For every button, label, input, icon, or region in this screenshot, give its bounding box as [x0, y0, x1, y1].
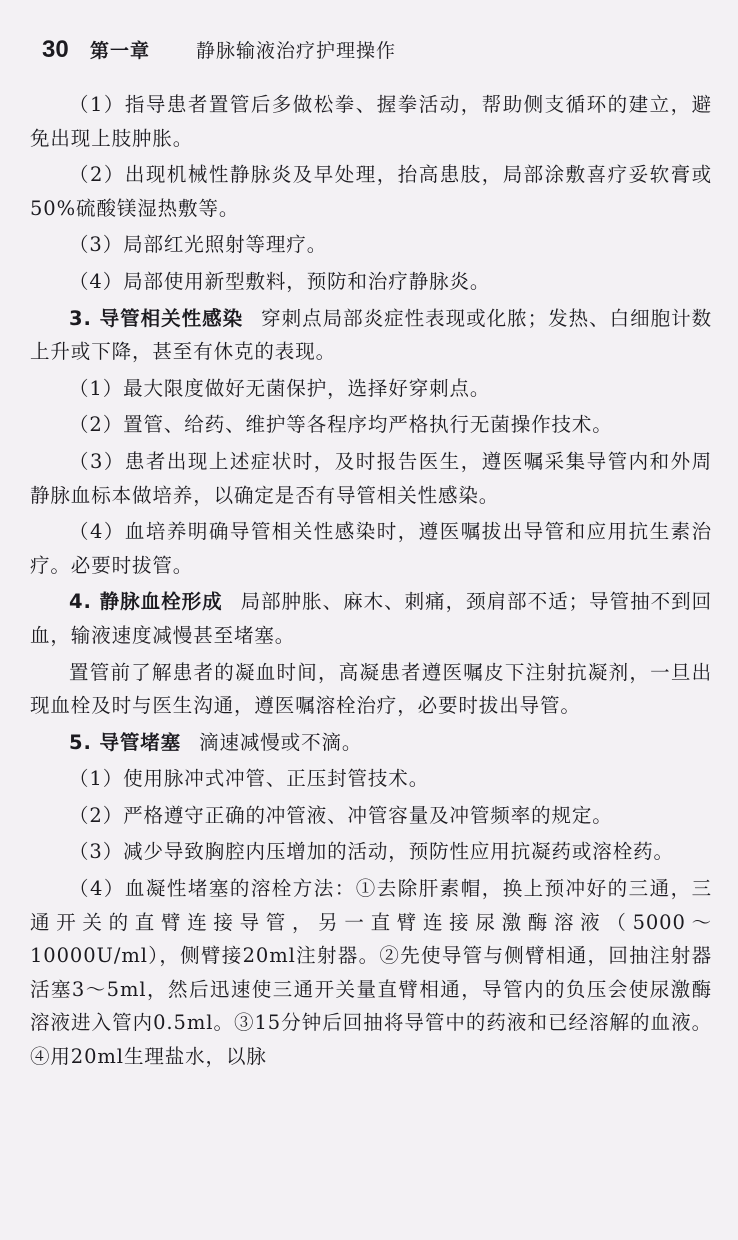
paragraph: （2）严格遵守正确的冲管液、冲管容量及冲管频率的规定。 — [69, 803, 613, 827]
chapter-label: 第一章 — [90, 40, 151, 62]
paragraph: 置管前了解患者的凝血时间，高凝患者遵医嘱皮下注射抗凝剂，一旦出现血栓及时与医生沟通，遵医嘱溶栓治疗，必要时拔出导管。 — [30, 660, 712, 718]
paragraph: （2）出现机械性静脉炎及早处理，抬高患肢，局部涂敷喜疗妥软膏或50%硫酸镁湿热敷等。 — [30, 163, 712, 220]
paragraph: （4）血培养明确导管相关性感染时，遵医嘱拔出导管和应用抗生素治疗。必要时拔管。 — [30, 520, 712, 577]
section-heading: 5. 导管堵塞 — [69, 730, 182, 754]
paragraph: （2）置管、给药、维护等各程序均严格执行无菌操作技术。 — [69, 413, 613, 437]
paragraph: （4）局部使用新型敷料，预防和治疗静脉炎。 — [69, 269, 491, 293]
paragraph: （1）指导患者置管后多做松拳、握拳活动，帮助侧支循环的建立，避免出现上肢肿胀。 — [30, 93, 712, 150]
paragraph: （4）血凝性堵塞的溶栓方法：①去除肝素帽，换上预冲好的三通，三通开关的直臂连接导管，另一直臂连接尿激酶溶液（5000～10000U/ml），侧臂接20ml注射器。②先使导管与侧臂相通，回抽注射器活塞3～5ml，然后迅速使三通开关量直臂相通，导管内的负压会使尿激酶溶液进入管内0.5ml。③15分钟后回抽将导管中的药液和已经溶解的血液。④用20ml生理盐水，以脉 — [30, 877, 712, 1069]
section-paragraph: 4. 静脉血栓形成 局部肿胀、麻木、刺痛，颈肩部不适；导管抽不到回血，输液速度减慢甚至堵塞。 — [30, 590, 712, 647]
page-number: 30 — [42, 36, 69, 63]
page-body — [30, 62, 712, 1074]
section-heading: 3. 导管相关性感染 — [69, 306, 244, 330]
section-paragraph: 5. 导管堵塞 滴速减慢或不滴。 — [69, 730, 363, 754]
paragraph: （3）局部红光照射等理疗。 — [69, 233, 328, 257]
paragraph: （3）患者出现上述症状时，及时报告医生，遵医嘱采集导管内和外周静脉血标本做培养，以确定是否有导管相关性感染。 — [30, 449, 712, 507]
section-heading: 4. 静脉血栓形成 — [69, 590, 223, 614]
paragraph: （1）使用脉冲式冲管、正压封管技术。 — [69, 767, 430, 791]
section-paragraph: 3. 导管相关性感染 穿刺点局部炎症性表现或化脓；发热、白细胞计数上升或下降，甚至有休克的表现。 — [30, 306, 712, 364]
page-header — [30, 0, 712, 62]
paragraph: （3）减少导致胸腔内压增加的活动，预防性应用抗凝药或溶栓药。 — [69, 840, 674, 864]
paragraph: （1）最大限度做好无菌保护，选择好穿刺点。 — [69, 376, 491, 400]
chapter-title: 静脉输液治疗护理操作 — [196, 40, 397, 62]
